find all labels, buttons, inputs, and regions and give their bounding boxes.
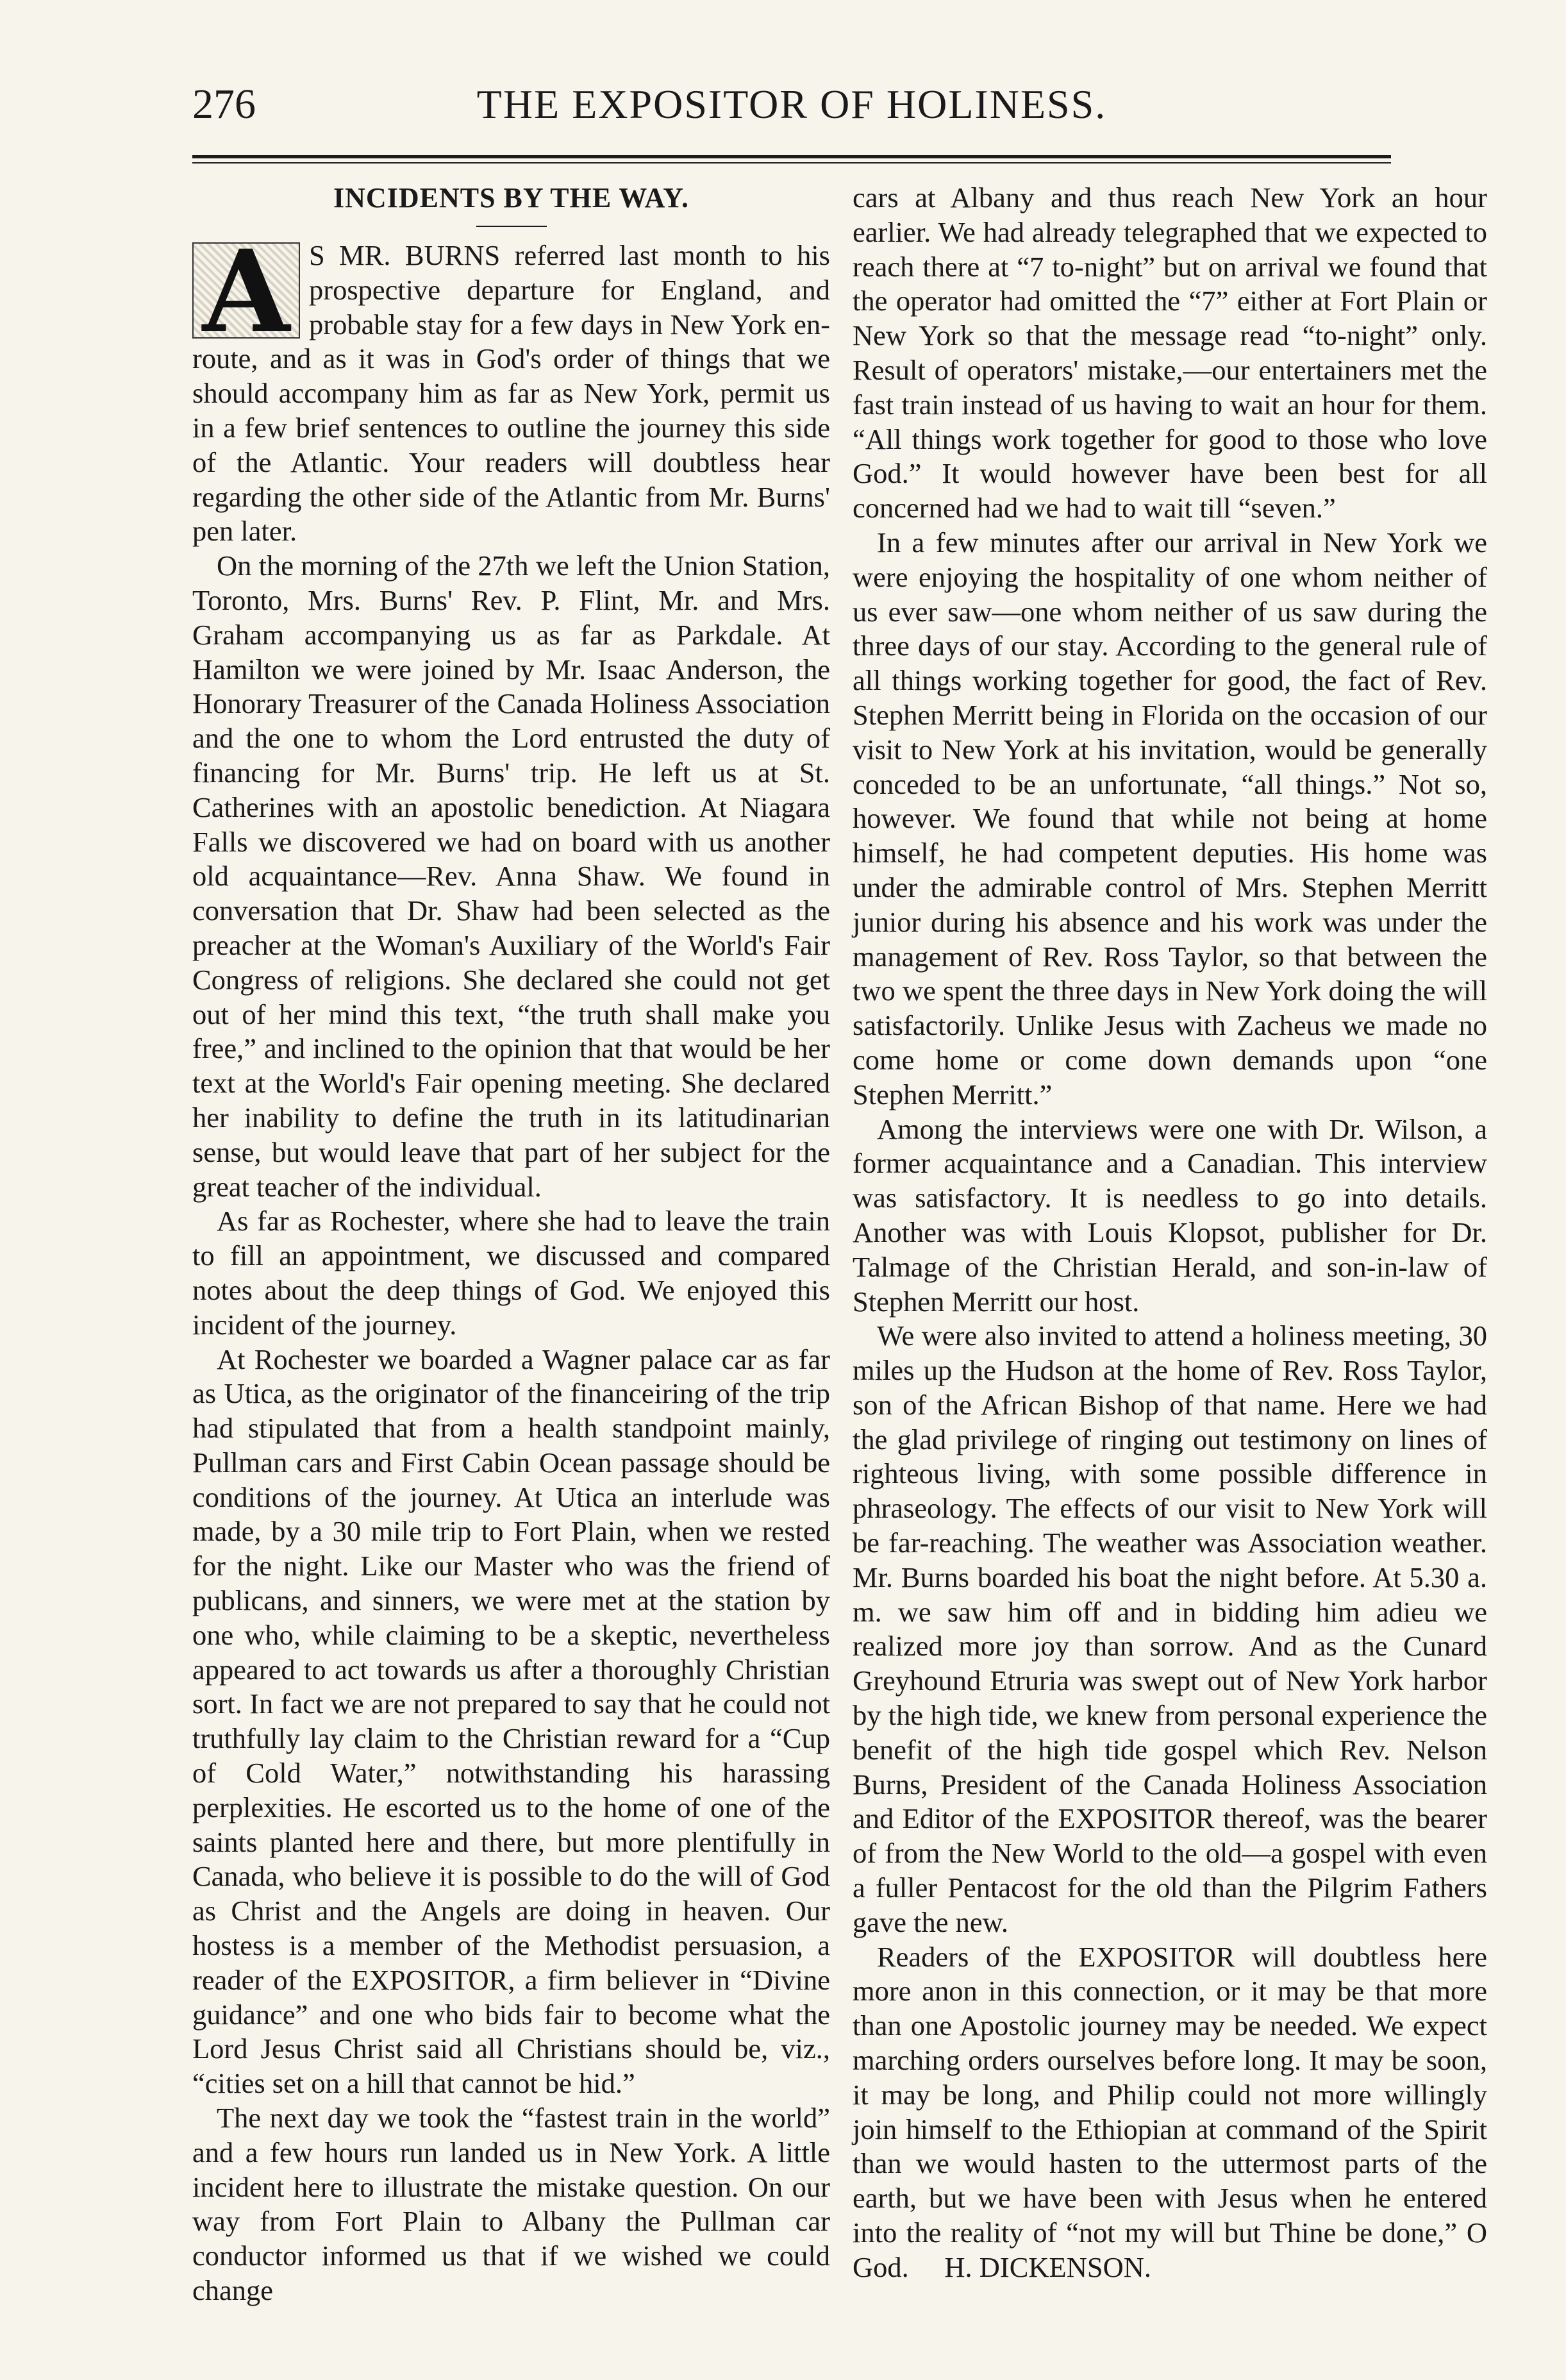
paragraph-left-3: As far as Rochester, where she had to leave the train to fill an appointment, we discussed and compared notes about the deep things of God. We enjoyed this incident of the journey. bbox=[192, 1205, 830, 1341]
author-signature: H. DICKENSON. bbox=[944, 2250, 1152, 2283]
right-column bbox=[853, 181, 1487, 2285]
journal-title: THE EXPOSITOR OF HOLINESS. bbox=[476, 81, 1107, 127]
paragraph-right-3: Among the interviews were one with Dr. Wilson, a former acquaintance and a Canadian. This interview was satisfactory. It is needless to go into details. Another was with Louis Klopsot, publisher for Dr. Talmage of the Christian Herald, and son-in-law of Stephen Merritt our host. bbox=[853, 1112, 1487, 1318]
ornamental-dropcap-icon: A bbox=[192, 242, 300, 339]
paragraph-left-4: At Rochester we boarded a Wagner palace car as far as Utica, as the originator of the financeiring of the trip had stipulated that from a health standpoint mainly, Pullman cars and First Cabin Ocean passage should be conditions of the journey. At Utica an interlude was made, by a 30 mile trip to Fort Plain, when we rested for the night. Like our Master who was the friend of publicans, and sinners, we were met at the station by one who, while claiming to be a skeptic, nevertheless appeared to act towards us after a thoroughly Christian sort. In fact we are not prepared to say that he could not truthfully lay claim to the Christian reward for a “Cup of Cold Water,” notwithstanding his harassing perplexities. He escorted us to the home of one of the saints planted here and there, but more plentifully in Canada, who believe it is possible to do the will of God as Christ and the Angels are doing in heaven. Our hostess is a member of the Methodist persuasion, a reader of the EXPOSITOR, a firm believer in “Divine guidance” and one who bids fair to become what the Lord Jesus Christ said all Christians should be, viz., “cities set on a hill that cannot be hid.” bbox=[192, 1343, 830, 2100]
paragraph-right-4: We were also invited to attend a holiness meeting, 30 miles up the Hudson at the home of Rev. Ross Taylor, son of the African Bishop of that name. Here we had the glad privilege of ringing out testimony on lines of righteous living, with some possible difference in phraseology. The effects of our visit to New York will be far-reaching. The weather was Association weather. Mr. Burns boarded his boat the night before. At 5.30 a. m. we saw him off and in bidding him adieu we realized more joy than sorrow. And as the Cunard Greyhound Etruria was swept out of New York harbor by the high tide, we knew from personal experience the benefit of the high tide gospel which Rev. Nelson Burns, President of the Canada Holiness Association and Editor of the EXPOSITOR thereof, was the bearer of from the New World to the old—a gospel with even a fuller Pentacost for the old than the Pilgrim Fathers gave the new. bbox=[853, 1320, 1487, 1938]
paragraph-left-1: S MR. BURNS referred last month to his prospective departure for England, and probable stay for a few days in New York en-route, and as it was in God's order of things that we should accompany him as far as New York, permit us in a few brief sentences to outline the journey this side of the Atlantic. Your readers will doubtless hear regarding the other side of the Atlantic from Mr. Burns' pen later. bbox=[192, 239, 830, 548]
article-title: INCIDENTS BY THE WAY. bbox=[333, 182, 689, 214]
header-rule-thick bbox=[192, 155, 1391, 158]
paragraph-left-2: On the morning of the 27th we left the Union Station, Toronto, Mrs. Burns' Rev. P. Flint, Mr. and Mrs. Graham accompanying us as far as Parkdale. At Hamilton we were joined by Mr. Isaac Anderson, the Honorary Treasurer of the Canada Holiness Association and the one to whom the Lord entrusted the duty of financing for Mr. Burns' trip. He left us at St. Catherines with an apostolic benediction. At Niagara Falls we discovered we had on board with us another old acquaintance—Rev. Anna Shaw. We found in conversation that Dr. Shaw had been selected as the preacher at the Woman's Auxiliary of the World's Fair Congress of religions. She declared she could not get out of her mind this text, “the truth shall make you free,” and inclined to the opinion that that would be her text at the World's Fair opening meeting. She declared her inability to define the truth in its latitudinarian sense, but would leave that part of her subject for the great teacher of the individual. bbox=[192, 549, 830, 1203]
closing-paragraph-text: Readers of the EXPOSITOR will doubtless here more anon in this connection, or it may be that more than one Apostolic journey may be needed. We expect marching orders ourselves before long. It may be soon, it may be long, and Philip could not more willingly join himself to the Ethiopian at command of the Spirit than we would hasten to the uttermost parts of the earth, but we have been with Jesus when he entered into the reality of “not my will but Thine be done,” O God. bbox=[853, 1940, 1487, 2283]
page-number: 276 bbox=[192, 81, 256, 128]
paragraph-right-5 bbox=[853, 1940, 1487, 2285]
paragraph-right-1: cars at Albany and thus reach New York an hour earlier. We had already telegraphed that we expected to reach there at “7 to-night” but on arrival we found that the operator had omitted the “7” either at Fort Plain or New York so that the message read “to-night” only. Result of operators' mistake,—our entertainers met the fast train instead of us having to wait an hour for them. “All things work together for good to those who love God.” It would however have been best for all concerned had we had to wait till “seven.” bbox=[853, 181, 1487, 524]
running-head bbox=[192, 76, 1391, 146]
header-rule-thin bbox=[192, 162, 1391, 163]
title-divider bbox=[476, 226, 547, 227]
paragraph-left-5: The next day we took the “fastest train in the world” and a few hours run landed us in New York. A little incident here to illustrate the mistake question. On our way from Fort Plain to Albany the Pullman car conductor informed us that if we wished we could change bbox=[192, 2102, 830, 2307]
left-column bbox=[192, 181, 830, 2308]
paragraph-right-2: In a few minutes after our arrival in New York we were enjoying the hospitality of one whom neither of us ever saw—one whom neither of us saw during the three days of our stay. According to the general rule of all things working together for good, the fact of Rev. Stephen Merritt being in Florida on the occasion of our visit to New York at his invitation, would be generally conceded to be an unfortunate, “all things.” Not so, however. We found that while not being at home himself, he had competent deputies. His home was under the admirable control of Mrs. Stephen Merritt junior during his absence and his work was under the management of Rev. Ross Taylor, so that between the two we spent the three days in New York doing the will satisfactorily. Unlike Jesus with Zacheus we made no come home or come down demands upon “one Stephen Merritt.” bbox=[853, 526, 1487, 1110]
